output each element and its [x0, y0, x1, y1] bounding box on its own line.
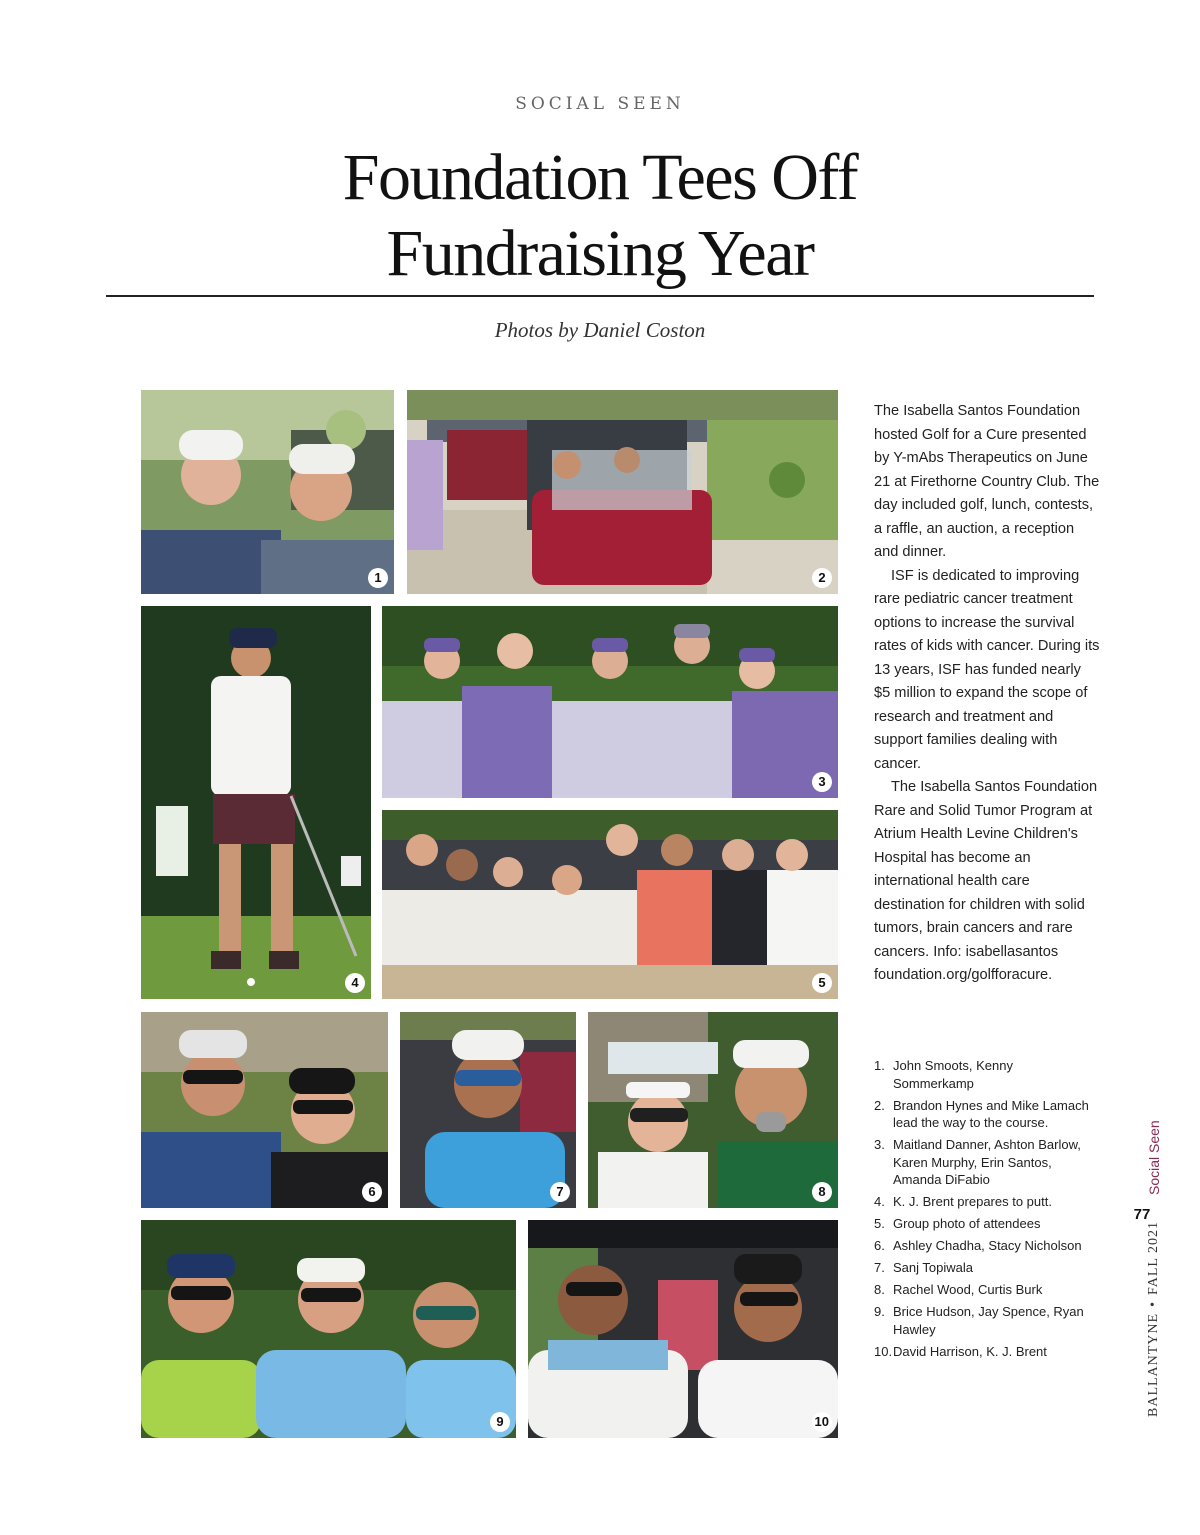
photo-1 [141, 390, 394, 594]
caption-item [874, 1136, 1094, 1189]
body-paragraph-1: The Isabella Santos Foundation hosted Golf for a Cure presented by Y-mAbs Therapeutics on June 21 at Firethorne Country Club. The day included golf, lunch, contests, a raffle, an auction, a reception and dinner. [874, 403, 1100, 560]
caption-item [874, 1193, 1094, 1211]
caption-text: Sanj Topiwala [893, 1260, 973, 1275]
folio-separator: • [1146, 1300, 1161, 1307]
photo-10-image [528, 1220, 838, 1438]
section-label: SOCIAL SEEN [515, 94, 685, 114]
photo-3-image [382, 606, 838, 798]
photo-9 [141, 1220, 516, 1438]
caption-item [874, 1237, 1094, 1255]
photo-10 [528, 1220, 838, 1438]
photo-8-number: 8 [812, 1182, 832, 1202]
article-body [874, 400, 1100, 988]
page-number: 77 [1133, 1206, 1151, 1223]
caption-item [874, 1097, 1094, 1132]
photo-10-number: 10 [812, 1412, 832, 1432]
photo-2-number: 2 [812, 568, 832, 588]
body-paragraph-3: The Isabella Santos Foundation Rare and Solid Tumor Program at Atrium Health Levine Children's Hospital has become an international health care destination for children with solid tumors, brain cancers and rare cancers. Info: isabellasantos foundation.org/golfforacure. [874, 779, 1098, 983]
title-line-1: Foundation Tees Off [342, 141, 858, 214]
photo-6 [141, 1012, 388, 1208]
caption-number: 3. [874, 1137, 885, 1152]
photo-credit: Photos by Daniel Coston [494, 318, 706, 342]
caption-text: Ashley Chadha, Stacy Nicholson [893, 1238, 1082, 1253]
caption-item [874, 1215, 1094, 1233]
photo-2 [407, 390, 838, 594]
photo-5 [382, 810, 838, 999]
photo-8 [588, 1012, 838, 1208]
caption-item [874, 1281, 1094, 1299]
photo-9-image [141, 1220, 516, 1438]
photo-7-number: 7 [550, 1182, 570, 1202]
caption-text: Brandon Hynes and Mike Lamach lead the way to the course. [893, 1097, 1089, 1130]
body-paragraph-2: ISF is dedicated to improving rare pediatric cancer treatment options to increase the survival rates of kids with cancer. During its 13 years, ISF has funded nearly $5 million to expand the scope of research and treatment and support families dealing with cancer. [874, 567, 1100, 772]
caption-number: 1. [874, 1058, 885, 1073]
caption-number: 5. [874, 1216, 885, 1231]
photo-3 [382, 606, 838, 798]
issue-label: FALL 2021 [1146, 1221, 1161, 1295]
caption-number: 6. [874, 1238, 885, 1253]
photo-5-number: 5 [812, 973, 832, 993]
photo-7-image [400, 1012, 576, 1208]
side-folio [1142, 1097, 1166, 1417]
caption-text: Maitland Danner, Ashton Barlow, Karen Murphy, Erin Santos, Amanda DiFabio [893, 1137, 1081, 1187]
photo-3-number: 3 [812, 772, 832, 792]
caption-number: 4. [874, 1194, 885, 1209]
photo-2-image [407, 390, 838, 594]
caption-text: Brice Hudson, Jay Spence, Ryan Hawley [893, 1304, 1084, 1337]
photo-7 [400, 1012, 576, 1208]
caption-item [874, 1343, 1094, 1361]
caption-text: Group photo of attendees [893, 1216, 1041, 1231]
caption-text: K. J. Brent prepares to putt. [893, 1194, 1052, 1209]
photo-4 [141, 606, 371, 999]
page-title [0, 140, 1200, 292]
photo-6-image [141, 1012, 388, 1208]
folio-section: Social Seen [1146, 1120, 1162, 1195]
photo-4-number: 4 [345, 973, 365, 993]
photo-4-image [141, 606, 371, 999]
photo-9-number: 9 [490, 1412, 510, 1432]
magazine-name: BALLANTYNE [1146, 1312, 1161, 1417]
title-line-2: Fundraising Year [386, 217, 814, 290]
caption-item [874, 1303, 1094, 1338]
caption-number: 8. [874, 1282, 885, 1297]
caption-text: Rachel Wood, Curtis Burk [893, 1282, 1043, 1297]
caption-number: 10. [874, 1343, 893, 1359]
title-divider [106, 295, 1094, 297]
photo-8-image [588, 1012, 838, 1208]
photo-1-image [141, 390, 394, 594]
photo-captions [874, 1057, 1094, 1365]
caption-number: 2. [874, 1097, 885, 1113]
photo-5-image [382, 810, 838, 999]
photo-6-number: 6 [362, 1182, 382, 1202]
caption-text: David Harrison, K. J. Brent [893, 1343, 1047, 1359]
caption-item [874, 1259, 1094, 1277]
caption-number: 7. [874, 1260, 885, 1275]
photo-1-number: 1 [368, 568, 388, 588]
caption-number: 9. [874, 1304, 885, 1319]
caption-text: John Smoots, Kenny Sommerkamp [893, 1058, 1013, 1091]
caption-item [874, 1057, 1094, 1092]
